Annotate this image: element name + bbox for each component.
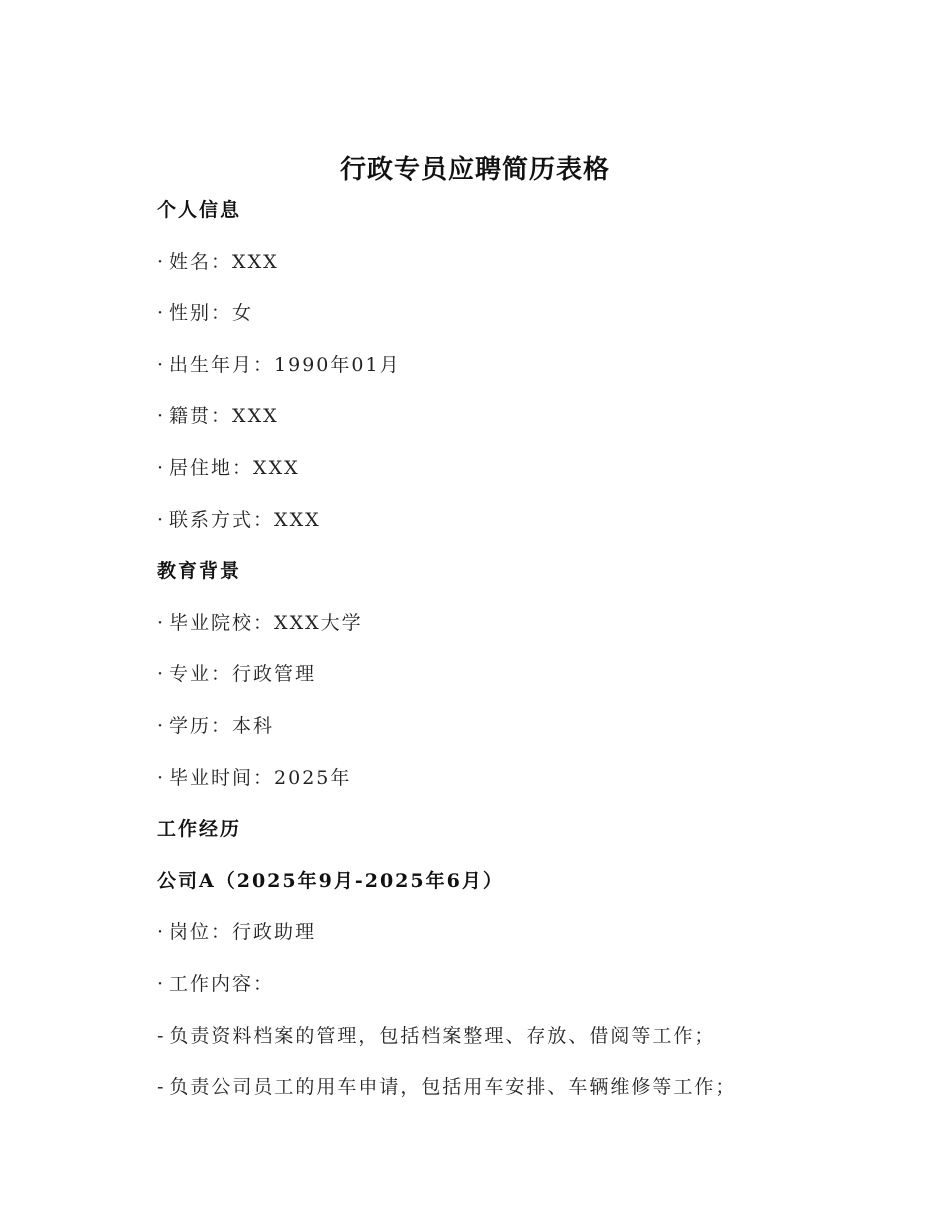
bullet-icon: · <box>157 405 166 428</box>
document-title: 行政专员应聘简历表格 <box>339 155 610 185</box>
section-heading-work: 工作经历 <box>157 818 242 841</box>
bullet-icon: · <box>157 766 166 789</box>
duty-item-archives: - 负责资料档案的管理，包括档案整理、存放、借阅等工作； <box>157 1024 716 1047</box>
bullet-icon: · <box>157 714 166 737</box>
bullet-icon: · <box>157 353 166 376</box>
list-item-name: · 姓名：XXX <box>157 250 279 273</box>
bullet-icon: · <box>157 921 166 944</box>
list-item-job-content: · 工作内容： <box>157 972 275 995</box>
resume-content <box>157 192 837 1121</box>
bullet-icon: · <box>157 663 166 686</box>
company-heading: 公司A（2025年9月-2025年6月） <box>157 869 504 892</box>
list-item-graduation: · 毕业时间：2025年 <box>157 766 352 789</box>
section-heading-personal: 个人信息 <box>157 199 242 221</box>
list-item-gender: · 性别：女 <box>157 302 254 325</box>
dash-icon: - <box>157 1076 166 1099</box>
bullet-icon: · <box>157 302 166 325</box>
list-item-native-place: · 籍贯：XXX <box>157 405 279 428</box>
list-item-major: · 专业：行政管理 <box>157 663 317 686</box>
section-heading-education: 教育背景 <box>157 560 242 583</box>
bullet-icon: · <box>157 972 166 995</box>
bullet-icon: · <box>157 611 166 634</box>
list-item-contact: · 联系方式：XXX <box>157 508 321 531</box>
duty-item-vehicles: - 负责公司员工的用车申请，包括用车安排、车辆维修等工作； <box>157 1076 737 1099</box>
bullet-icon: · <box>157 508 166 531</box>
list-item-position: · 岗位：行政助理 <box>157 921 317 944</box>
bullet-icon: · <box>157 250 166 273</box>
list-item-residence: · 居住地：XXX <box>157 456 300 479</box>
list-item-school: · 毕业院校：XXX大学 <box>157 611 363 634</box>
bullet-icon: · <box>157 456 166 479</box>
list-item-birthdate: · 出生年月：1990年01月 <box>157 353 401 376</box>
list-item-degree: · 学历：本科 <box>157 714 275 737</box>
dash-icon: - <box>157 1024 166 1047</box>
